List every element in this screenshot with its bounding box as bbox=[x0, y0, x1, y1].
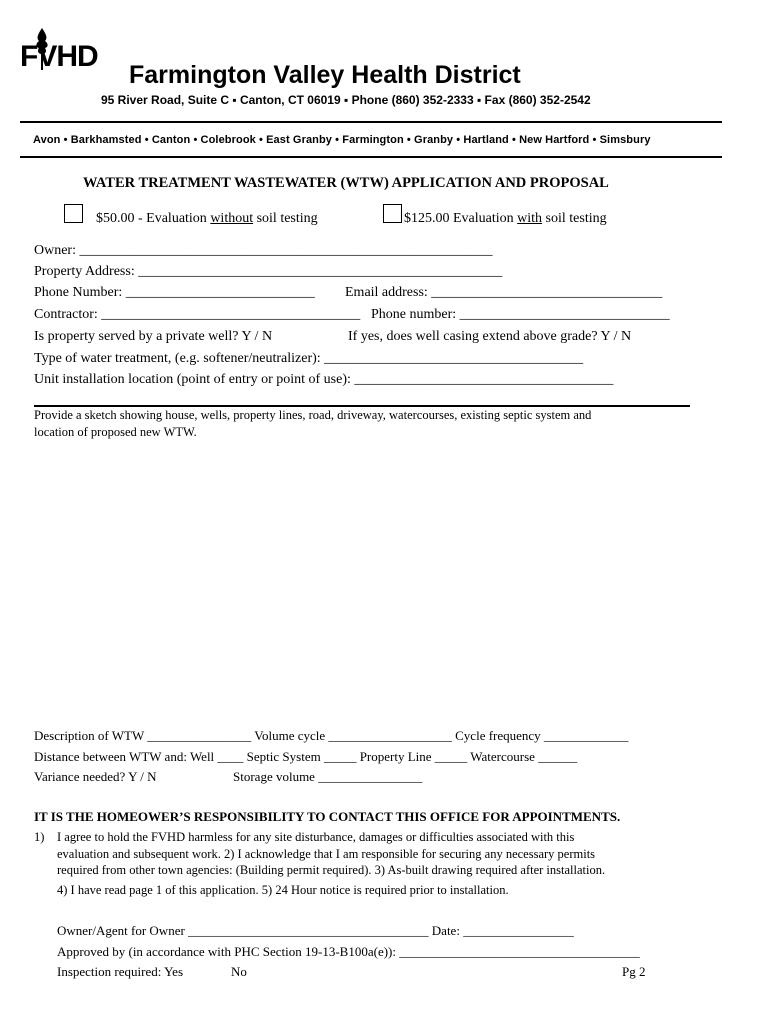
agreement-number: 1) bbox=[34, 830, 45, 844]
unit-location-field[interactable]: Unit installation location (point of entry or point of use): _____________________________________ bbox=[34, 372, 614, 387]
option-125-text-end: soil testing bbox=[542, 211, 607, 226]
option-50-label bbox=[96, 211, 318, 227]
option-125-text: $125.00 Evaluation bbox=[404, 211, 518, 226]
sketch-divider bbox=[34, 405, 690, 407]
inspection-required-yes[interactable]: Inspection required: Yes bbox=[57, 964, 184, 979]
agreement-line3: required from other town agencies: (Building permit required). 3) As-built drawing required after installation. bbox=[57, 863, 606, 877]
agreement-line2: evaluation and subsequent work. 2) I acknowledge that I am responsible for securing any necessary permits bbox=[57, 847, 596, 861]
inspection-required-no[interactable]: No bbox=[231, 964, 247, 979]
description-volume-cycle-line[interactable]: Description of WTW ________________ Volume cycle ___________________ Cycle frequency _____________ bbox=[34, 728, 629, 743]
form-title: WATER TREATMENT WASTEWATER (WTW) APPLICATION AND PROPOSAL bbox=[83, 175, 609, 191]
treatment-type-field[interactable]: Type of water treatment, (e.g. softener/neutralizer): _____________________________________ bbox=[34, 351, 584, 366]
page-number: Pg 2 bbox=[622, 964, 646, 979]
option-125-underlined: with bbox=[517, 211, 543, 226]
option-125-label bbox=[404, 211, 607, 227]
org-name: Farmington Valley Health District bbox=[129, 61, 521, 89]
storage-volume-field[interactable]: Storage volume ________________ bbox=[233, 769, 423, 784]
logo-text: FVHD bbox=[20, 40, 98, 73]
approved-by-line[interactable]: Approved by (in accordance with PHC Section 19-13-B100a(e)): _____________________________________ bbox=[57, 944, 640, 959]
variance-question[interactable]: Variance needed? Y / N bbox=[34, 769, 157, 784]
owner-agent-date-line[interactable]: Owner/Agent for Owner _____________________________________ Date: _________________ bbox=[57, 923, 574, 938]
owner-field[interactable]: Owner: ___________________________________________________________ bbox=[34, 243, 493, 258]
header-divider-top bbox=[20, 121, 722, 123]
agreement-line4: 4) I have read page 1 of this application. 5) 24 Hour notice is required prior to installation. bbox=[57, 883, 509, 897]
sketch-instructions-line1: Provide a sketch showing house, wells, property lines, road, driveway, watercourses, existing septic system and bbox=[34, 408, 592, 422]
email-address-field[interactable]: Email address: _________________________________ bbox=[345, 285, 663, 300]
org-address: 95 River Road, Suite C ▪ Canton, CT 06019 ▪ Phone (860) 352-2333 ▪ Fax (860) 352-2542 bbox=[101, 93, 591, 107]
fvhd-logo bbox=[18, 26, 110, 72]
option-50-text: $50.00 - Evaluation bbox=[96, 211, 211, 226]
responsibility-heading: IT IS THE HOMEOWER’S RESPONSIBILITY TO CONTACT THIS OFFICE FOR APPOINTMENTS. bbox=[34, 809, 621, 824]
contractor-phone-field[interactable]: Phone number: ______________________________ bbox=[371, 307, 670, 322]
option-125-checkbox[interactable] bbox=[383, 204, 402, 223]
towns-list: Avon • Barkhamsted • Canton • Colebrook • East Granby • Farmington • Granby • Hartland • New Hartford • Simsbury bbox=[33, 134, 651, 146]
phone-number-field[interactable]: Phone Number: ___________________________ bbox=[34, 285, 315, 300]
distance-line[interactable]: Distance between WTW and: Well ____ Septic System _____ Property Line _____ Watercourse ______ bbox=[34, 749, 578, 764]
private-well-question[interactable]: Is property served by a private well? Y / N bbox=[34, 329, 273, 344]
well-casing-question[interactable]: If yes, does well casing extend above grade? Y / N bbox=[348, 329, 632, 344]
agreement-line1: I agree to hold the FVHD harmless for any site disturbance, damages or difficulties associated with this bbox=[57, 830, 575, 844]
header-divider-bottom bbox=[20, 156, 722, 158]
sketch-area[interactable] bbox=[34, 445, 690, 720]
option-50-text-end: soil testing bbox=[253, 211, 318, 226]
option-50-checkbox[interactable] bbox=[64, 204, 83, 223]
sketch-instructions-line2: location of proposed new WTW. bbox=[34, 425, 197, 439]
property-address-field[interactable]: Property Address: ____________________________________________________ bbox=[34, 264, 503, 279]
contractor-field[interactable]: Contractor: _____________________________________ bbox=[34, 307, 361, 322]
option-50-underlined: without bbox=[210, 211, 254, 226]
